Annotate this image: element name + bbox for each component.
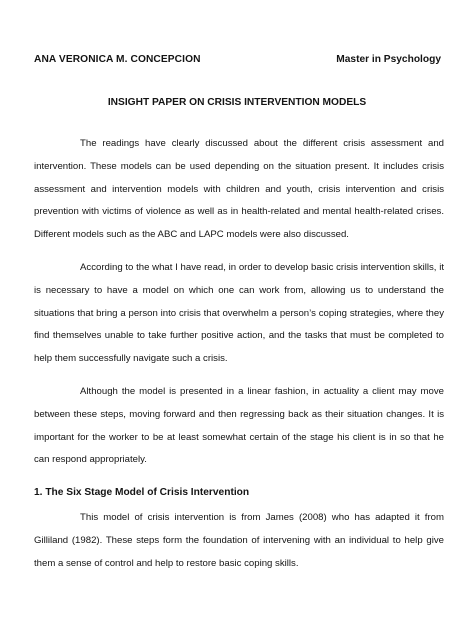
paragraph-linear-model: Although the model is presented in a linear fashion, in actuality a client may move between these steps, moving forward and then regressing back as their situation changes. It is important for the worker to be at least somewhat certain of the stage his client is in so that he can respond appropriately. [34,386,444,466]
paragraph-six-stage: This model of crisis intervention is from James (2008) who has adapted it from Gilliland (1982). These steps form the foundation of intervening with an individual to help give them a sense of control and help to restore basic coping skills. [34,512,444,569]
section-heading: 1. The Six Stage Model of Crisis Intervention [34,487,250,498]
document-title: INSIGHT PAPER ON CRISIS INTERVENTION MODELS [107,97,367,108]
author-name: ANA VERONICA M. CONCEPCION [34,54,201,65]
degree-label: Master in Psychology [336,54,441,65]
paragraph-skills: According to the what I have read, in order to develop basic crisis intervention skills, it is necessary to have a model on which one can work from, allowing us to understand the situations that bring a person into crisis that overwhelm a person’s coping strategies, where they find themselves unable to take further positive action, and the tasks that must be completed to help them successfully navigate such a crisis. [34,262,444,365]
paragraph-intro: The readings have clearly discussed about the different crisis assessment and intervention. These models can be used depending on the situation present. It includes crisis assessment and intervention models with children and youth, crisis intervention and crisis prevention with victims of violence as well as in health-related and mental health-related crises. Different models such as the ABC and LAPC models were also discussed. [34,138,444,241]
